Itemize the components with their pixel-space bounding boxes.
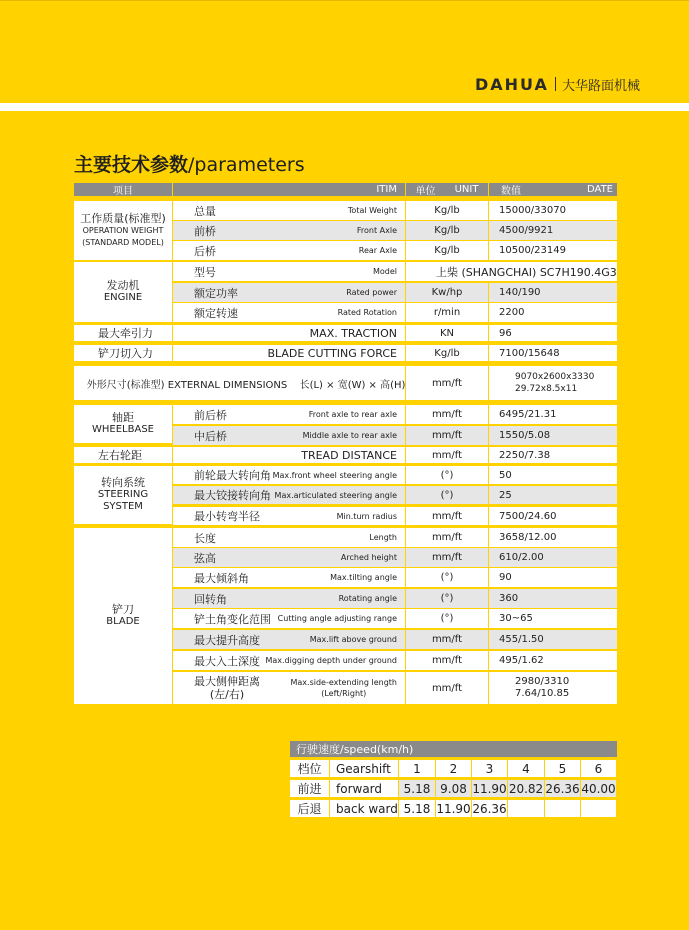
- brand-logo: [475, 74, 640, 94]
- blade-row-en: Rotating angle: [338, 594, 397, 603]
- engine-group-en: ENGINE: [103, 292, 143, 303]
- traction-label-en: MAX. TRACTION: [173, 325, 405, 341]
- weight-group-en1: OPERATION WEIGHT: [82, 225, 164, 235]
- dimensions-value1: 9070x2600x3330: [515, 372, 595, 382]
- speed-header-cn: 档位: [290, 760, 329, 777]
- weight-row-cn: 总量: [194, 204, 216, 218]
- steering-value-1: 25: [489, 486, 617, 504]
- blade-value-0: 3658/12.00: [489, 528, 617, 547]
- blade-value-5: 455/1.50: [489, 630, 617, 649]
- engine-row-en: Rated power: [346, 288, 397, 297]
- header-value: [489, 183, 617, 196]
- blade-unit-2: (°): [406, 568, 488, 587]
- blade-label-1: [173, 548, 405, 567]
- blade-value-1: 610/2.00: [489, 548, 617, 567]
- speed-gear-4: 4: [508, 760, 544, 777]
- blade-last-cn: [194, 675, 260, 701]
- header-itim: ITIM: [173, 183, 405, 196]
- header-item: 项目: [74, 183, 172, 196]
- blade-last-cn2: (左/右): [209, 688, 245, 701]
- engine-row-cn: 额定功率: [194, 286, 238, 300]
- engine-label-2: [173, 303, 405, 322]
- steering-label-1: [173, 486, 405, 504]
- title-en: /parameters: [188, 154, 305, 176]
- blade-row-cn: 最大提升高度: [194, 633, 260, 647]
- speed-value: 26.36: [472, 801, 507, 816]
- blade-last-unit: mm/ft: [406, 672, 488, 704]
- speed-header-en: Gearshift: [330, 760, 398, 777]
- engine-value-1: 140/190: [489, 283, 617, 302]
- blade-group-label: [74, 528, 172, 704]
- traction-value: 96: [489, 325, 617, 341]
- speed-value: 11.90: [436, 801, 471, 816]
- weight-row-cn: 前桥: [194, 224, 216, 238]
- steering-label-2: [173, 507, 405, 525]
- tread-label-en: TREAD DISTANCE: [173, 447, 405, 463]
- weight-row-en: Total Weight: [347, 206, 397, 215]
- blade-row-en: Max.lift above ground: [309, 635, 397, 644]
- traction-unit: KN: [406, 325, 488, 341]
- engine-model-value: 上柴 (SHANGCHAI) SC7H190.4G3: [406, 262, 617, 281]
- blade-last-value1: 2980/3310: [515, 676, 570, 687]
- blade-label-0: [173, 528, 405, 547]
- top-edge-line: [0, 0, 689, 1]
- steering-value-2: 7500/24.60: [489, 507, 617, 525]
- weight-group-en2: (STANDARD MODEL): [82, 237, 164, 247]
- cutting-value: 7100/15648: [489, 345, 617, 361]
- speed-row-cn: 后退: [290, 800, 329, 817]
- weight-row-en: Rear Axle: [358, 246, 397, 255]
- dimensions-value2: 29.72x8.5x11: [515, 384, 578, 394]
- wheelbase-row-cn: 前后桥: [194, 408, 227, 422]
- wheelbase-label-0: [173, 405, 405, 424]
- blade-value-4: 30~65: [489, 609, 617, 628]
- blade-label-last: [173, 672, 405, 704]
- weight-value-0: 15000/33070: [489, 201, 617, 220]
- dimensions-sub: 长(L) × 宽(W) × 高(H): [300, 366, 405, 400]
- blade-last-value: [489, 672, 617, 704]
- blade-last-en: [291, 677, 398, 699]
- steering-unit-1: (°): [406, 486, 488, 504]
- blade-last-en1: Max.side-extending length: [290, 678, 397, 687]
- blade-row-cn: 回转角: [194, 592, 227, 606]
- wheelbase-unit-0: mm/ft: [406, 405, 488, 424]
- blade-label-2: [173, 568, 405, 587]
- weight-label-0: [173, 201, 405, 220]
- speed-value: 5.18: [399, 800, 435, 817]
- blade-unit-6: mm/ft: [406, 651, 488, 670]
- header-value-cn: 数值: [501, 186, 521, 196]
- speed-value: 11.90: [472, 781, 507, 796]
- title-cn: 主要技术参数: [74, 154, 189, 176]
- dimensions-label: 外形尺寸(标准型) EXTERNAL DIMENSIONS: [74, 366, 300, 400]
- steering-row-en: Max.front wheel steering angle: [272, 470, 397, 480]
- blade-group-en: BLADE: [106, 616, 140, 627]
- speed-gear-2: 2: [436, 760, 471, 777]
- traction-label-cn: 最大牵引力: [74, 325, 172, 341]
- steering-row-cn: 前轮最大转向角: [194, 469, 271, 482]
- blade-row-en: Length: [369, 533, 397, 542]
- header-unit: [406, 183, 488, 196]
- logo-divider: [555, 77, 556, 91]
- speed-value: 20.82: [508, 781, 544, 796]
- engine-group-cn: 发动机: [106, 279, 140, 292]
- tread-label-cn: 左右轮距: [74, 447, 172, 463]
- blade-label-3: [173, 589, 405, 608]
- speed-value: [508, 800, 544, 817]
- cutting-unit: Kg/lb: [406, 345, 488, 361]
- steering-group-en2: SYSTEM: [103, 501, 143, 512]
- wheelbase-group-en: WHEELBASE: [92, 424, 154, 435]
- steering-value-0: 50: [489, 466, 617, 484]
- engine-row-en: Model: [372, 267, 397, 276]
- speed-gear-5: 5: [545, 760, 580, 777]
- weight-group-label: [74, 201, 172, 260]
- speed-gear-1: 1: [399, 760, 435, 777]
- blade-row-cn: 铲土角变化范围: [194, 612, 271, 626]
- brand-name: 大华路面机械: [561, 78, 640, 94]
- weight-unit-1: Kg/lb: [406, 221, 488, 240]
- engine-unit-1: Kw/hp: [406, 283, 488, 302]
- blade-last-value2: 7.64/10.85: [515, 688, 570, 699]
- wheelbase-row-en: Front axle to rear axle: [308, 410, 397, 419]
- blade-value-6: 495/1.62: [489, 651, 617, 670]
- engine-unit-2: r/min: [406, 303, 488, 322]
- weight-label-1: [173, 221, 405, 240]
- blade-label-4: [173, 609, 405, 628]
- wheelbase-label-1: [173, 426, 405, 445]
- speed-row-en: back ward: [330, 800, 398, 817]
- dahua-logo-mark: DAHUA: [475, 74, 549, 94]
- blade-row-en: Max.digging depth under ground: [265, 656, 397, 665]
- wheelbase-group-label: [74, 405, 172, 443]
- speed-gear-3: 3: [472, 760, 507, 777]
- speed-table-title: 行驶速度/speed(km/h): [290, 741, 617, 757]
- blade-value-2: 90: [489, 568, 617, 587]
- blade-unit-5: mm/ft: [406, 630, 488, 649]
- header-band: [0, 103, 689, 111]
- header-unit-en: UNIT: [454, 184, 479, 195]
- blade-last-en2: (Left/Right): [321, 689, 367, 698]
- weight-label-2: [173, 241, 405, 260]
- wheelbase-row-en: Middle axle to rear axle: [302, 431, 397, 440]
- blade-unit-1: mm/ft: [406, 548, 488, 567]
- steering-unit-2: mm/ft: [406, 507, 488, 525]
- dimensions-unit: mm/ft: [406, 366, 488, 400]
- engine-row-en: Rated Rotation: [337, 308, 397, 317]
- engine-row-cn: 额定转速: [194, 306, 238, 320]
- steering-label-0: [173, 466, 405, 484]
- speed-value: 5.18: [399, 780, 435, 797]
- weight-value-1: 4500/9921: [489, 221, 617, 240]
- steering-group-en1: STEERING: [97, 489, 149, 500]
- blade-row-en: Max.tilting angle: [330, 573, 397, 582]
- blade-row-en: Arched height: [340, 553, 397, 562]
- engine-row-cn: 型号: [194, 265, 216, 279]
- weight-group-cn: 工作质量(标准型): [80, 211, 166, 225]
- blade-unit-4: (°): [406, 609, 488, 628]
- blade-group-cn: 铲刀: [112, 603, 134, 616]
- cutting-label-en: BLADE CUTTING FORCE: [173, 345, 405, 361]
- blade-unit-3: (°): [406, 589, 488, 608]
- speed-value: [581, 800, 616, 817]
- speed-row-cn: 前进: [290, 780, 329, 797]
- dimensions-value: [489, 366, 617, 400]
- tread-value: 2250/7.38: [489, 447, 617, 463]
- tread-unit: mm/ft: [406, 447, 488, 463]
- steering-group-label: [74, 466, 172, 524]
- engine-label-0: [173, 262, 405, 281]
- wheelbase-row-cn: 中后桥: [194, 429, 227, 443]
- weight-row-en: Front Axle: [356, 226, 397, 235]
- steering-row-cn: 最大铰接转向角: [194, 489, 271, 502]
- steering-group-cn: 转向系统: [101, 476, 145, 489]
- speed-value: [545, 800, 580, 817]
- weight-unit-0: Kg/lb: [406, 201, 488, 220]
- blade-row-cn: 最大倾斜角: [194, 571, 249, 585]
- wheelbase-value-0: 6495/21.31: [489, 405, 617, 424]
- header-unit-cn: 单位: [415, 186, 436, 196]
- blade-label-6: [173, 651, 405, 670]
- steering-row-en: Min.turn radius: [336, 511, 397, 521]
- steering-row-cn: 最小转弯半径: [194, 510, 260, 523]
- page-title: [74, 150, 305, 177]
- blade-unit-0: mm/ft: [406, 528, 488, 547]
- blade-value-3: 360: [489, 589, 617, 608]
- blade-row-en: Cutting angle adjusting range: [277, 614, 397, 623]
- blade-row-cn: 弦高: [194, 551, 216, 565]
- speed-value: 9.08: [436, 780, 471, 797]
- cutting-label-cn: 铲刀切入力: [74, 345, 172, 361]
- engine-group-label: [74, 262, 172, 322]
- weight-unit-2: Kg/lb: [406, 241, 488, 260]
- weight-value-2: 10500/23149: [489, 241, 617, 260]
- wheelbase-group-cn: 轴距: [112, 411, 134, 424]
- engine-value-2: 2200: [489, 303, 617, 322]
- weight-row-cn: 后桥: [194, 244, 216, 258]
- steering-unit-0: (°): [406, 466, 488, 484]
- wheelbase-unit-1: mm/ft: [406, 426, 488, 445]
- wheelbase-value-1: 1550/5.08: [489, 426, 617, 445]
- blade-last-cn1: 最大侧伸距离: [194, 675, 260, 688]
- speed-gear-6: 6: [581, 760, 616, 777]
- blade-row-cn: 长度: [194, 531, 216, 545]
- speed-value: 26.36: [545, 781, 580, 796]
- blade-label-5: [173, 630, 405, 649]
- speed-row-en: forward: [330, 780, 398, 797]
- steering-row-en: Max.articulated steering angle: [274, 490, 397, 500]
- blade-row-cn: 最大入土深度: [194, 654, 260, 668]
- header-date: DATE: [586, 184, 613, 195]
- speed-value: 40.00: [581, 781, 616, 796]
- engine-label-1: [173, 283, 405, 302]
